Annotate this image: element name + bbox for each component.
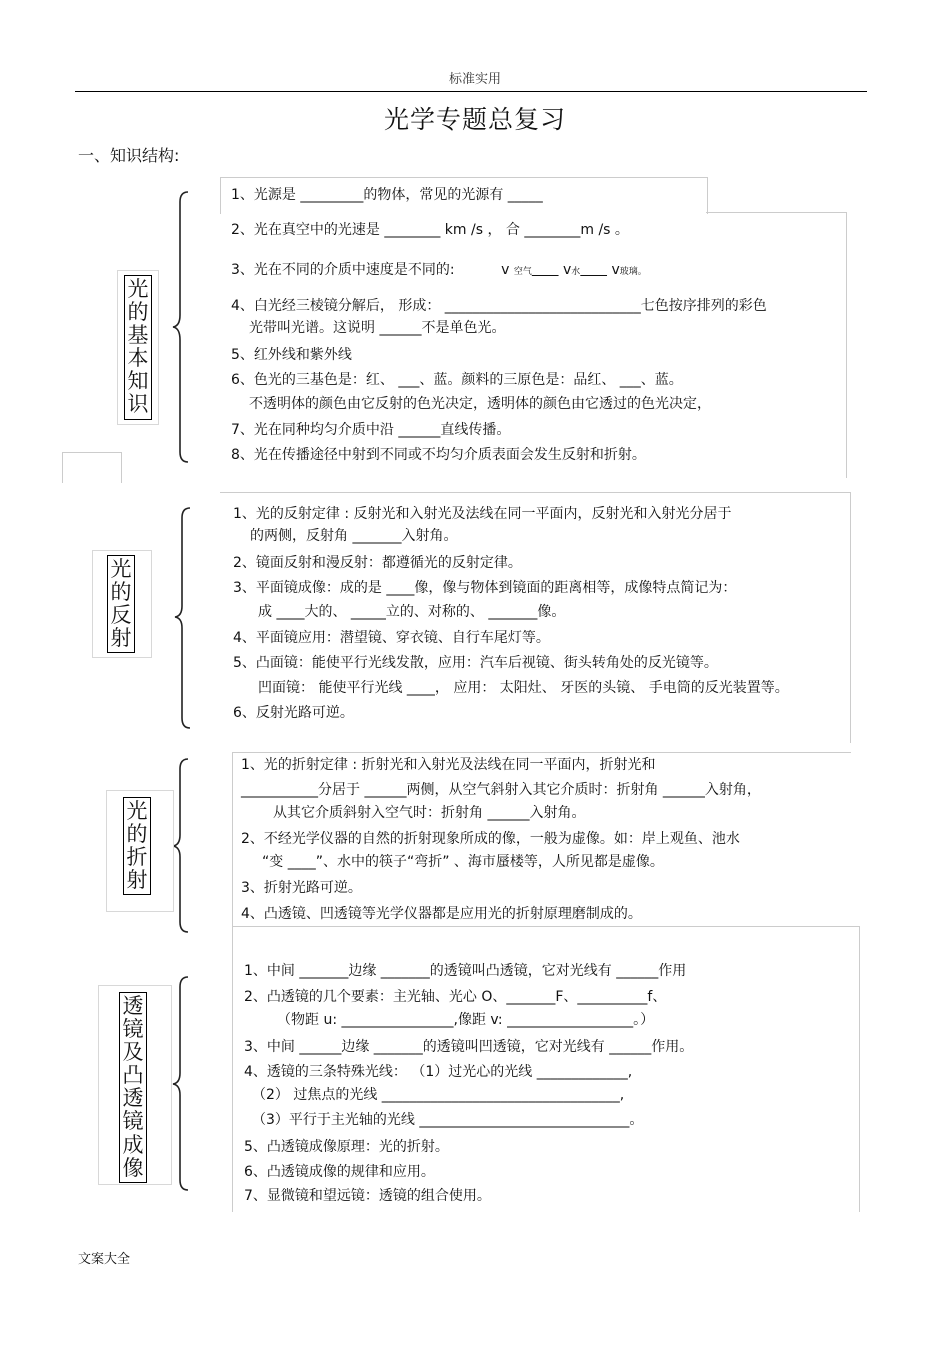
b4-line-2: 2、凸透镜的几个要素：主光轴、光心 O、_______F、__________f、 [244, 989, 667, 1005]
section-heading: 一、知识结构: [78, 146, 180, 165]
b1-line-5: 光带叫光谱。这说明 ______不是单色光。 [249, 320, 506, 336]
b2-line-1: 1、光的反射定律 : 反射光和入射光及法线在同一平面内，反射光和入射光分居于 [233, 506, 732, 522]
b1-line-8: 不透明体的颜色由它反射的色光决定，透明体的颜色由它透过的色光决定， [249, 396, 711, 412]
b3-line-1: 1、光的折射定律 : 折射光和入射光及法线在同一平面内，折射光和 [241, 757, 656, 773]
header-rule [75, 91, 867, 92]
b4-line-6: （2） 过焦点的光线 __________________________________, [252, 1087, 625, 1103]
block-label-4: 透镜及凸透镜成像 [119, 992, 147, 1183]
b1-line-4: 4、白光经三棱镜分解后， 形成： ____________________________七色按序排列的彩色 [231, 298, 767, 314]
b3-line-6: 3、折射光路可逆。 [241, 880, 362, 896]
page-footer: 文案大全 [78, 1252, 131, 1267]
b3-line-3: 从其它介质斜射入空气时：折射角 ______入射角。 [273, 805, 586, 821]
b4-line-10: 7、显微镜和望远镜：透镜的组合使用。 [244, 1188, 491, 1204]
b2-line-9: 6、反射光路可逆。 [233, 705, 354, 721]
b1-line-2: 2、光在真空中的光速是 ________ km /s ， 合 ________m /s 。 [231, 222, 629, 238]
b3-line-7: 4、凸透镜、凹透镜等光学仪器都是应用光的折射原理磨制成的。 [241, 906, 642, 922]
block-label-wrap-4 [98, 985, 172, 1185]
b2-line-4: 3、平面镜成像：成的是 ____像，像与物体到镜面的距离相等，成像特点简记为： [233, 580, 737, 596]
brace-1 [170, 190, 194, 465]
page-title: 光学专题总复习 [383, 105, 566, 134]
b2-line-7: 5、凸面镜：能使平行光线发散，应用：汽车后视镜、街头转角处的反光镜等。 [233, 655, 718, 671]
b4-line-9: 6、凸透镜成像的规律和应用。 [244, 1164, 435, 1180]
b3-line-4: 2、不经光学仪器的自然的折射现象所成的像，一般为虚像。如：岸上观鱼、池水 [241, 831, 740, 847]
b1-line-10: 8、光在传播途径中射到不同或不均匀介质表面会发生反射和折射。 [231, 447, 646, 463]
b4-line-8: 5、凸透镜成像原理：光的折射。 [244, 1139, 449, 1155]
brace-4 [170, 975, 194, 1193]
b4-line-7: （3）平行于主光轴的光线 ______________________________。 [252, 1112, 644, 1128]
b2-line-8: 凹面镜： 能使平行光线 ____， 应用： 太阳灶、 牙医的头镜、 手电筒的反光装置等。 [258, 680, 789, 696]
block-label-wrap-1 [117, 270, 159, 425]
b3-line-5: “变 ____”、水中的筷子“弯折” 、海市蜃楼等，人所见都是虚像。 [262, 854, 664, 870]
b1-line-6: 5、红外线和紫外线 [231, 347, 352, 363]
block-label-3: 光的折射 [123, 797, 151, 895]
frame-1-left [62, 452, 122, 483]
block-frame-1b [706, 212, 847, 478]
b1-line-9: 7、光在同种均匀介质中沿 ______直线传播。 [231, 422, 511, 438]
b1-line-1: 1、光源是 _________的物体，常见的光源有 _____ [231, 187, 543, 203]
b2-line-5: 成 ____大的、 _____立的、对称的、 _______像。 [258, 604, 566, 620]
page-header: 标准实用 [448, 72, 501, 87]
block-label-2: 光的反射 [107, 555, 135, 653]
block-label-wrap-2 [92, 550, 152, 658]
b4-line-5: 4、透镜的三条特殊光线： （1）过光心的光线 _____________, [244, 1064, 633, 1080]
b2-line-3: 2、镜面反射和漫反射：都遵循光的反射定律。 [233, 555, 522, 571]
b3-line-2: ___________分居于 ______两侧，从空气斜射入其它介质时：折射角 ______入射角， [241, 782, 761, 798]
b1-line-7: 6、色光的三基色是：红、 ___、蓝。颜料的三原色是：品红、 ___、蓝。 [231, 372, 683, 388]
b2-line-2: 的两侧，反射角 _______入射角。 [250, 528, 458, 544]
b4-line-3: （物距 u: ________________,像距 v: __________________。） [277, 1012, 655, 1028]
b2-line-6: 4、平面镜应用：潜望镜、穿衣镜、自行车尾灯等。 [233, 630, 550, 646]
b4-line-4: 3、中间 ______边缘 _______的透镜叫凹透镜，它对光线有 ______作用。 [244, 1039, 694, 1055]
brace-2 [172, 506, 196, 731]
block-label-wrap-3 [106, 790, 174, 912]
block-label-1: 光的基本知识 [124, 275, 152, 420]
b4-line-1: 1、中间 _______边缘 _______的透镜叫凸透镜，它对光线有 ______作用 [244, 963, 687, 979]
b1-line-3: 3、光在不同的介质中速度是不同的: v 空气 v水 v玻璃。 [231, 262, 647, 278]
